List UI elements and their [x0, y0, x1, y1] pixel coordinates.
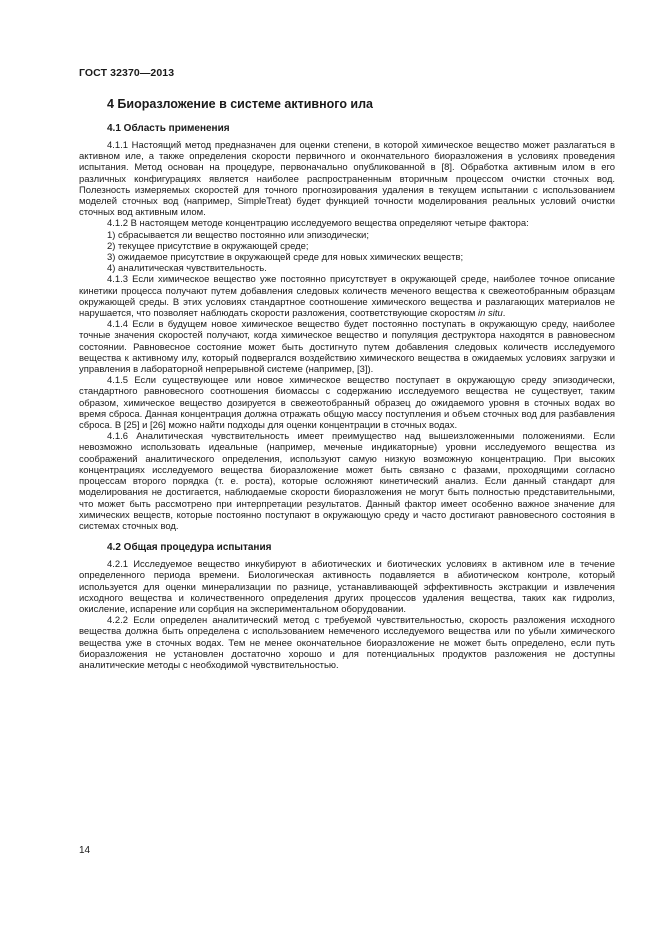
paragraph-4-1-5: 4.1.5 Если существующее или новое химическое вещество поступает в окружающую среду эпизодически, стандартного равновесного соотношения биомассы с содержанию исследуемого вещества не существует, таким образом, химическое вещество дозируется в свежеотобранный образец до ожидаемого уровня в сточных водах во время сброса. Данная концентрация должна отражать общую массу поступления и объем сточных вод для разбавления сброса. В [25] и [26] можно найти подходы для оценки концентрации в сточных водах.	[79, 375, 615, 432]
paragraph-4-1-3-emphasis: in situ	[478, 308, 503, 320]
page-number: 14	[79, 845, 91, 856]
paragraph-4-1-6: 4.1.6 Аналитическая чувствительность имеет преимущество над вышеизложенными положениями. Если невозможно использовать идеальные (например, меченые индикаторные) уровни исследуемого вещества из соображений аналитического определения, используют самую низкую возможную концентрацию. При высоких концентрациях исследуемого вещества биоразложение может быть связано с фазами, проходящими согласно процессам второго порядка (т. е. роста), которые осложняют кинетический анализ. Если данный стандарт для моделирования не достигается, наблюдаемые скорости биоразложения не могут быть полностью представительными, что может быть рассмотрено при интерпретации результатов. Данный фактор имеет особенно важное значение для химических веществ, которые постоянно поступают в окружающую среду и часто достигают равновесного состояния в системах сточных вод.	[79, 431, 615, 532]
paragraph-4-1-1: 4.1.1 Настоящий метод предназначен для оценки степени, в которой химическое вещество может разлагаться в активном иле, а также определения скорости первичного и окончательного биоразложения в условиях проведения испытания. Метод основан на процедуре, первоначально опубликованной в [8]. Обработка активным илом в его различных конфигурациях является наиболее распространенным вторичным процессом очистки сточных вод. Полезность измеряемых скоростей для точного прогнозирования удаления в текущем испытании с использованием моделей сточных вод (например, SimpleTreat) будет функцией точности моделирования реальных условий очистки сточных вод активным илом.	[79, 140, 615, 219]
paragraph-4-1-4: 4.1.4 Если в будущем новое химическое вещество будет постоянно поступать в окружающую среду, наиболее точные значения скоростей получают, когда химическое вещество и популяция деструктора находятся в равновесном состоянии. Равновесное состояние может быть достигнуто путем добавления следовых количеств исследуемого вещества к активному илу, который подвергался воздействию химического вещества в ожидаемых условиях загрузки и управления в лабораторной непрерывной системе (например, [3]).	[79, 319, 615, 376]
paragraph-4-2-1: 4.2.1 Исследуемое вещество инкубируют в абиотических и биотических условиях в активном иле в течение определенного периода времени. Биологическая активность подавляется в абиотическом контроле, который используется для оценки минерализации по разнице, устанавливающей эффективность экстракции и извлечения исходного вещества и количественного определения других процессов удаления вещества, таких как гидролиз, окисление, испарение или сорбция на экспериментальном оборудовании.	[79, 559, 615, 615]
paragraph-4-1-3-text: 4.1.3 Если химическое вещество уже постоянно присутствует в окружающей среде, наиболее точное описание кинетики процесса получают путем добавления следовых количеств меченого вещества к свежеотобранным образцам окружающей среды. В этих условиях стандартное соотношение химического вещества и разлагающих материалов не нарушается, что позволяет наблюдать скорости разложения, соответствующие скоростям	[79, 274, 615, 320]
list-item: 3) ожидаемое присутствие в окружающей среде для новых химических веществ;	[107, 252, 464, 264]
subsection-title-4-1: 4.1 Область применения	[107, 123, 230, 134]
paragraph-4-1-3-end: .	[502, 308, 506, 320]
paragraph-4-1-3	[79, 274, 615, 319]
paragraph-4-2-2: 4.2.2 Если определен аналитический метод с требуемой чувствительностью, скорость разложения исходного вещества должна быть определена с использованием немеченого исследуемого вещества или по убыли химического вещества уже в сточных водах. Тем не менее окончательное биоразложение не может быть определено, если путь биоразложения не установлен достаточно хорошо и для потенциальных продуктов разложения не доступны аналитические методы с необходимой чувствительностью.	[79, 615, 615, 671]
list-item: 2) текущее присутствие в окружающей среде;	[107, 240, 309, 252]
list-item: 1) сбрасывается ли вещество постоянно или эпизодически;	[107, 229, 369, 241]
subsection-title-4-2: 4.2 Общая процедура испытания	[107, 542, 272, 554]
document-id: ГОСТ 32370—2013	[79, 67, 175, 79]
section-title: 4 Биоразложение в системе активного ила	[107, 97, 374, 111]
list-item: 4) аналитическая чувствительность.	[107, 263, 267, 275]
document-body	[79, 96, 615, 671]
paragraph-4-1-2: 4.1.2 В настоящем методе концентрацию исследуемого вещества определяют четыре фактора:	[107, 218, 529, 230]
